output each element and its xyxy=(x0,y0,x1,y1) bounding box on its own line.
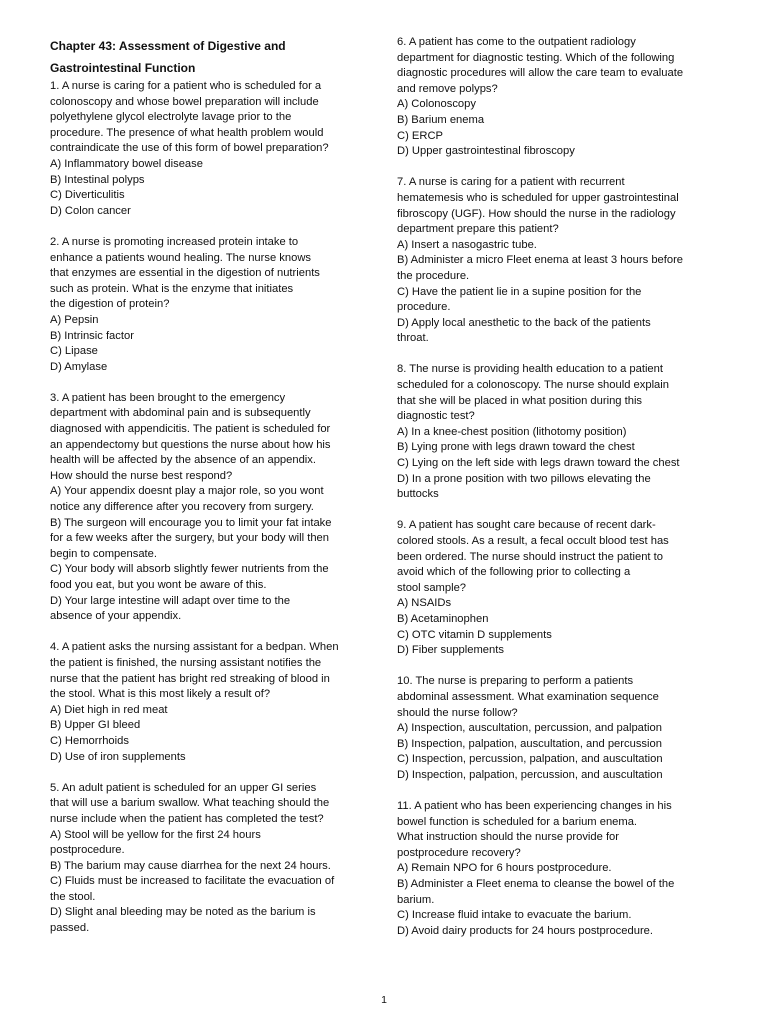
chapter-title-line-2: Gastrointestinal Function xyxy=(50,61,196,75)
answer-option-c: C) Fluids must be increased to facilitate the evacuation of the stool. xyxy=(50,875,335,903)
answer-option-c: C) Lying on the left side with legs drawn toward the chest xyxy=(397,457,680,470)
question-stem: 9. A patient has sought care because of recent dark- colored stools. As a result, a fecal occult blood test has been ordered. The nurse should instruct the patient to avoid which of the following prior to collecting a stool sample? xyxy=(397,519,669,594)
answer-option-b: B) Lying prone with legs drawn toward the chest xyxy=(397,441,635,454)
answer-option-a: A) Pepsin xyxy=(50,313,99,326)
answer-option-a: A) Remain NPO for 6 hours postprocedure. xyxy=(397,862,612,875)
answer-option-d: D) Colon cancer xyxy=(50,204,131,217)
question-stem: 8. The nurse is providing health education to a patient scheduled for a colonoscopy. The nurse should explain that she will be placed in what position during this diagnostic test? xyxy=(397,363,669,423)
question-1 xyxy=(50,79,372,219)
answer-option-c: C) ERCP xyxy=(397,129,443,142)
question-stem: 7. A nurse is caring for a patient with recurrent hematemesis who is scheduled for upper gastrointestinal fibroscopy (UGF). How should the nurse in the radiology department prepare this patient? xyxy=(397,176,679,236)
answer-option-c: C) Have the patient lie in a supine position for the procedure. xyxy=(397,285,642,314)
question-4 xyxy=(50,640,372,765)
answer-option-c: C) Inspection, percussion, palpation, and auscultation xyxy=(397,753,663,766)
answer-option-b: B) Intestinal polyps xyxy=(50,173,145,186)
answer-option-d: D) Fiber supplements xyxy=(397,644,504,657)
question-5 xyxy=(50,781,372,937)
answer-option-b: B) Inspection, palpation, auscultation, and percussion xyxy=(397,737,662,750)
question-stem: 6. A patient has come to the outpatient radiology department for diagnostic testing. Which of the following diagnostic procedures will allow the care team to evaluate and remove polyps? xyxy=(397,36,684,95)
question-stem: 2. A nurse is promoting increased protein intake to enhance a patients wound healing. The nurse knows that enzymes are essential in the digestion of nutrients such as protein. What is the enzyme that initiates the digestion of protein? xyxy=(50,235,320,311)
answer-option-b: B) Barium enema xyxy=(397,113,485,126)
question-6 xyxy=(397,35,722,160)
answer-option-b: B) Administer a micro Fleet enema at least 3 hours before the procedure. xyxy=(397,254,684,282)
answer-option-b: B) Upper GI bleed xyxy=(50,719,141,732)
page-number: 1 xyxy=(381,994,387,1006)
question-11 xyxy=(397,799,722,939)
left-column xyxy=(50,35,372,952)
question-stem: 11. A patient who has been experiencing changes in his bowel function is scheduled for a barium enema. What instruction should the nurse provide for postprocedure recovery? xyxy=(397,800,672,859)
answer-option-c: C) Your body will absorb slightly fewer nutrients from the food you eat, but you wont be aware of this. xyxy=(50,563,329,591)
question-8 xyxy=(397,362,722,502)
answer-option-d: D) Your large intestine will adapt over time to the absence of your appendix. xyxy=(50,594,291,623)
answer-option-b: B) Intrinsic factor xyxy=(50,329,134,342)
answer-option-a: A) Inspection, auscultation, percussion, and palpation xyxy=(397,722,662,735)
answer-option-d: D) Slight anal bleeding may be noted as the barium is passed. xyxy=(50,906,316,935)
answer-option-a: A) Diet high in red meat xyxy=(50,703,168,716)
answer-option-a: A) Insert a nasogastric tube. xyxy=(397,238,537,251)
answer-option-d: D) Amylase xyxy=(50,360,108,373)
answer-option-b: B) Administer a Fleet enema to cleanse the bowel of the barium. xyxy=(397,878,675,906)
question-7 xyxy=(397,175,722,347)
question-9 xyxy=(397,518,722,658)
question-2 xyxy=(50,235,372,375)
answer-option-d: D) Inspection, palpation, percussion, and auscultation xyxy=(397,768,663,781)
answer-option-a: A) Inflammatory bowel disease xyxy=(50,157,203,170)
right-column xyxy=(397,35,722,955)
answer-option-d: D) Upper gastrointestinal fibroscopy xyxy=(397,145,575,158)
answer-option-a: A) Your appendix doesnt play a major role, so you wont notice any difference after you recovery from surgery. xyxy=(50,485,324,514)
question-3 xyxy=(50,391,372,625)
answer-option-d: D) Use of iron supplements xyxy=(50,750,186,763)
answer-option-b: B) The surgeon will encourage you to limit your fat intake for a few weeks after the surgery, but your body will then begin to compensate. xyxy=(50,516,332,560)
answer-option-a: A) Colonoscopy xyxy=(397,98,476,111)
answer-option-a: A) Stool will be yellow for the first 24 hours postprocedure. xyxy=(50,828,261,857)
answer-option-d: D) Avoid dairy products for 24 hours postprocedure. xyxy=(397,924,654,937)
answer-option-c: C) Diverticulitis xyxy=(50,189,125,202)
answer-option-b: B) Acetaminophen xyxy=(397,612,489,625)
answer-option-c: C) Lipase xyxy=(50,345,98,358)
chapter-title-line-1: Chapter 43: Assessment of Digestive and xyxy=(50,39,286,53)
answer-option-c: C) Hemorrhoids xyxy=(50,734,129,747)
question-10 xyxy=(397,674,722,783)
question-stem: 10. The nurse is preparing to perform a patients abdominal assessment. What examination sequence should the nurse follow? xyxy=(397,675,659,719)
answer-option-a: A) In a knee-chest position (lithotomy position) xyxy=(397,425,627,438)
answer-option-c: C) Increase fluid intake to evacuate the barium. xyxy=(397,909,632,922)
answer-option-d: D) Apply local anesthetic to the back of the patients throat. xyxy=(397,316,651,345)
question-stem: 4. A patient asks the nursing assistant for a bedpan. When the patient is finished, the nursing assistant notifies the nurse that the patient has bright red streaking of blood in the stool. What is this most likely a result of? xyxy=(50,641,339,701)
question-stem: 5. An adult patient is scheduled for an upper GI series that will use a barium swallow. What teaching should the nurse include when the patient has completed the test? xyxy=(50,781,330,825)
question-stem: 1. A nurse is caring for a patient who is scheduled for a colonoscopy and whose bowel preparation will include polyethylene glycol electrolyte lavage prior to the procedure. The presence of what health problem would contraindicate the use of this form of bowel preparation? xyxy=(50,80,329,155)
answer-option-c: C) OTC vitamin D supplements xyxy=(397,628,552,641)
answer-option-a: A) NSAIDs xyxy=(397,597,452,610)
answer-option-b: B) The barium may cause diarrhea for the next 24 hours. xyxy=(50,859,331,872)
answer-option-d: D) In a prone position with two pillows elevating the buttocks xyxy=(397,472,651,501)
question-stem: 3. A patient has been brought to the emergency department with abdominal pain and is subsequently diagnosed with appendicitis. The patient is scheduled for an appendectomy but questions the nurse about how his health will be affected by the absence of an appendix. How should the nurse best respond? xyxy=(50,391,331,482)
